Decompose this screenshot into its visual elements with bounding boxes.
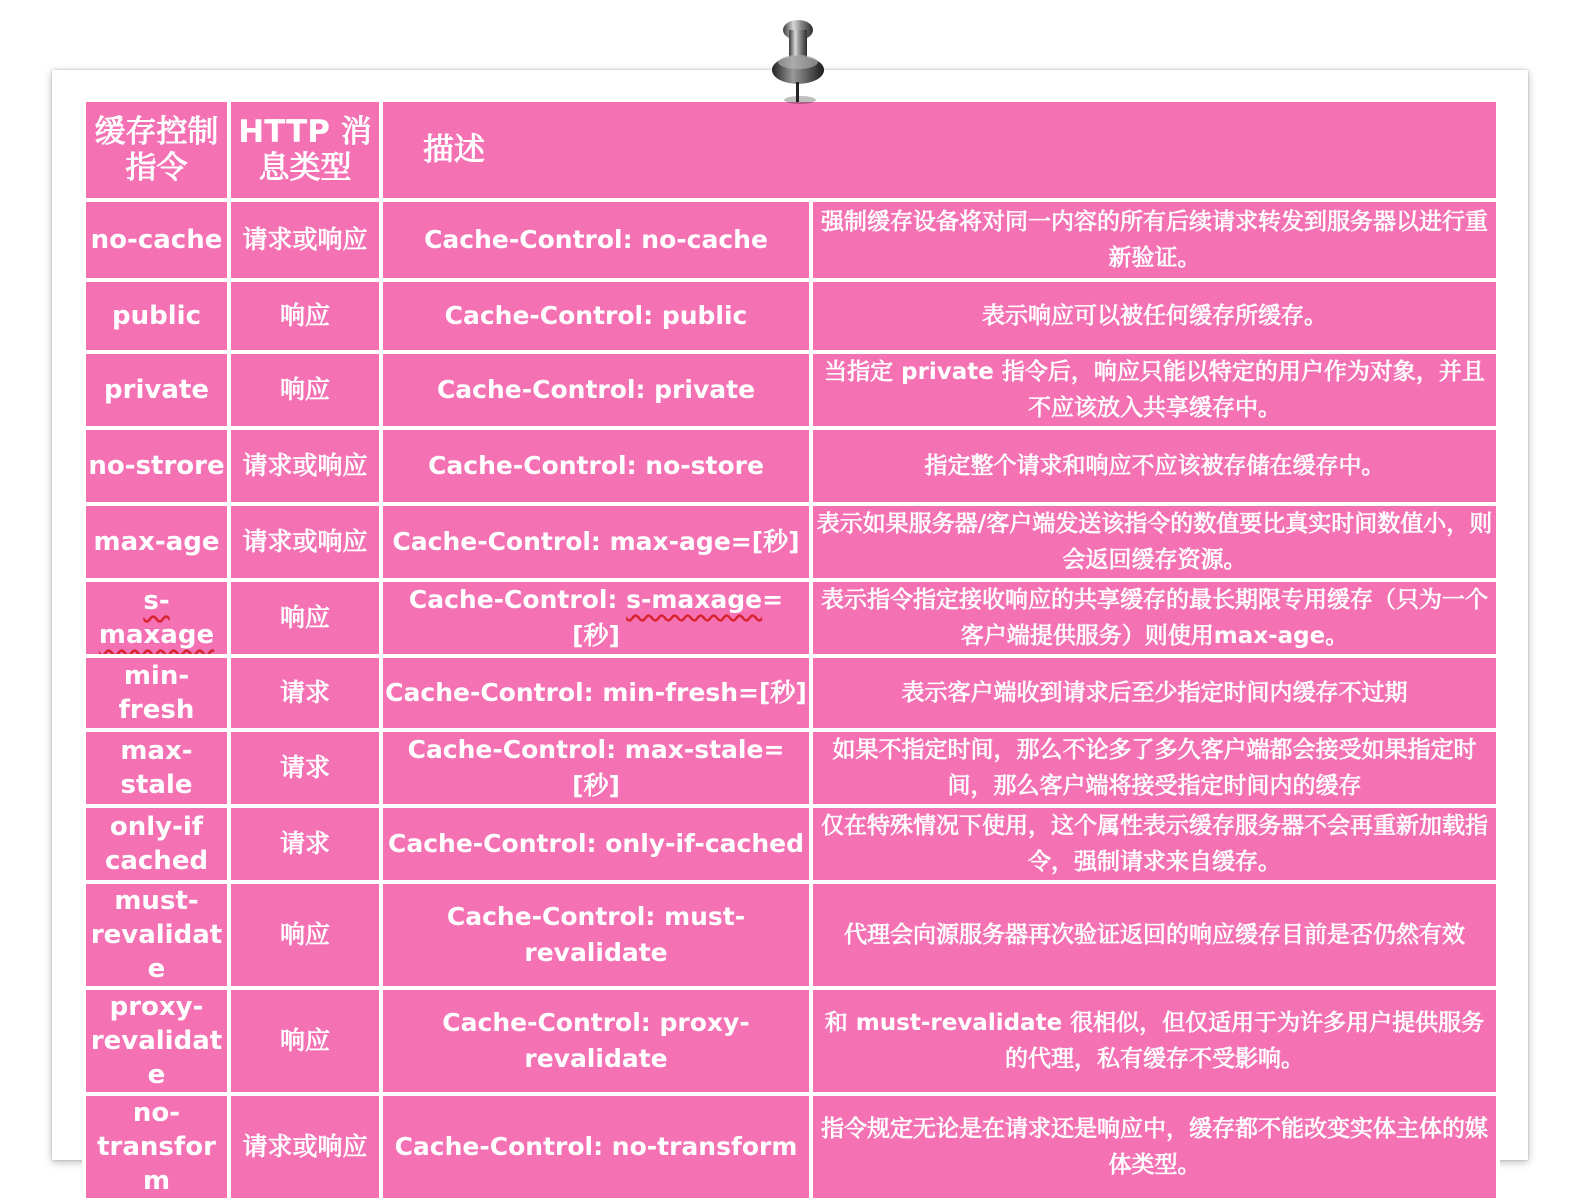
description-cell: 表示指令指定接收响应的共享缓存的最长期限专用缓存（只为一个客户端提供服务）则使用max-age。 [811,580,1498,656]
example-cell: Cache-Control: private [381,352,811,428]
push-pin-icon [770,10,826,106]
directive-cell: must-revalidate [84,882,229,988]
example-cell: Cache-Control: no-store [381,428,811,504]
example-suffix: =[秒] [572,585,784,650]
description-cell: 指定整个请求和响应不应该被存储在缓存中。 [811,428,1498,504]
message-type-cell: 响应 [229,988,381,1094]
header-description: 描述 [381,100,1498,200]
table-row [84,730,1498,806]
table-row [84,882,1498,988]
description-cell: 和 must-revalidate 很相似，但仅适用于为许多用户提供服务的代理，私有缓存不受影响。 [811,988,1498,1094]
header-row [84,100,1498,200]
message-type-cell: 请求或响应 [229,428,381,504]
directive-cell: private [84,352,229,428]
table-row [84,656,1498,730]
directive-cell: no-strore [84,428,229,504]
message-type-cell: 请求 [229,656,381,730]
example-prefix: Cache-Control: [408,585,627,614]
directive-cell: min-fresh [84,656,229,730]
directive-cell: no-cache [84,200,229,280]
example-cell: Cache-Control: no-transform [381,1094,811,1200]
example-cell [381,580,811,656]
directive-cell: max-age [84,504,229,580]
description-cell: 代理会向源服务器再次验证返回的响应缓存目前是否仍然有效 [811,882,1498,988]
header-directive: 缓存控制指令 [84,100,229,200]
table-row [84,580,1498,656]
example-cell: Cache-Control: proxy-revalidate [381,988,811,1094]
description-cell: 指令规定无论是在请求还是响应中，缓存都不能改变实体主体的媒体类型。 [811,1094,1498,1200]
header-message-type: HTTP 消息类型 [229,100,381,200]
message-type-cell: 请求或响应 [229,200,381,280]
example-cell: Cache-Control: only-if-cached [381,806,811,882]
example-cell: Cache-Control: must-revalidate [381,882,811,988]
table-row [84,352,1498,428]
example-cell: Cache-Control: public [381,280,811,352]
message-type-cell: 响应 [229,280,381,352]
message-type-cell: 响应 [229,882,381,988]
description-cell: 表示客户端收到请求后至少指定时间内缓存不过期 [811,656,1498,730]
message-type-cell: 响应 [229,352,381,428]
directive-cell: no-transform [84,1094,229,1200]
directive-cell: only-if cached [84,806,229,882]
description-cell: 当指定 private 指令后，响应只能以特定的用户作为对象，并且不应该放入共享缓存中。 [811,352,1498,428]
directive-cell: max-stale [84,730,229,806]
example-cell: Cache-Control: max-stale=[秒] [381,730,811,806]
description-cell: 表示如果服务器/客户端发送该指令的数值要比真实时间数值小，则会返回缓存资源。 [811,504,1498,580]
description-cell: 强制缓存设备将对同一内容的所有后续请求转发到服务器以进行重新验证。 [811,200,1498,280]
message-type-cell: 请求或响应 [229,504,381,580]
table-row [84,1094,1498,1200]
table-row [84,280,1498,352]
directive-cell: s-maxage [84,580,229,656]
message-type-cell: 请求或响应 [229,1094,381,1200]
spellcheck-marked-text: s-maxage [626,585,763,614]
message-type-cell: 响应 [229,580,381,656]
description-cell: 仅在特殊情况下使用，这个属性表示缓存服务器不会再重新加载指令，强制请求来自缓存。 [811,806,1498,882]
table-row [84,504,1498,580]
example-cell: Cache-Control: max-age=[秒] [381,504,811,580]
example-cell: Cache-Control: min-fresh=[秒] [381,656,811,730]
table-row [84,428,1498,504]
example-cell: Cache-Control: no-cache [381,200,811,280]
table-row [84,988,1498,1094]
directive-cell: proxy-revalidate [84,988,229,1094]
message-type-cell: 请求 [229,730,381,806]
message-type-cell: 请求 [229,806,381,882]
description-cell: 表示响应可以被任何缓存所缓存。 [811,280,1498,352]
description-cell: 如果不指定时间，那么不论多了多久客户端都会接受如果指定时间，那么客户端将接受指定时间内的缓存 [811,730,1498,806]
table-row [84,200,1498,280]
cache-control-table [82,98,1500,1202]
directive-cell: public [84,280,229,352]
table-row [84,806,1498,882]
